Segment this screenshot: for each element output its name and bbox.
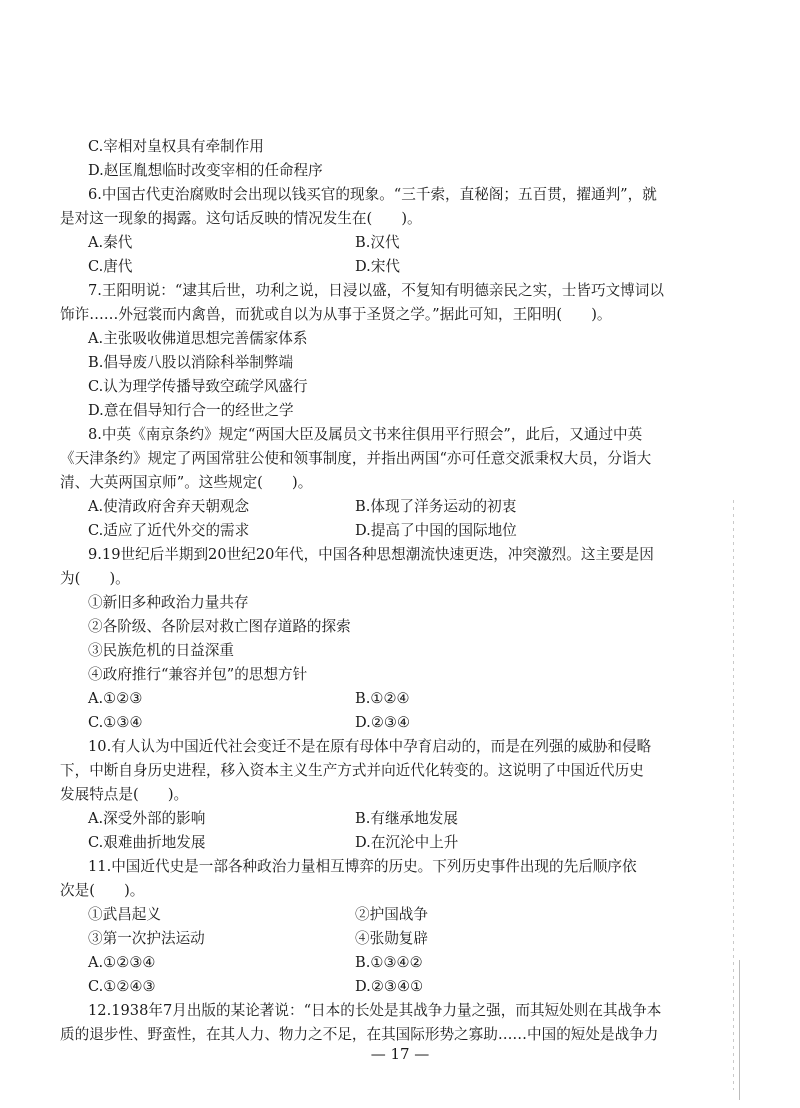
q9-option-b: B.①②④ xyxy=(355,690,410,707)
q11-statement-3: ③第一次护法运动 xyxy=(88,930,205,947)
q10-option-c: C.艰难曲折地发展 xyxy=(88,834,206,851)
q11-statement-4: ④张勋复辟 xyxy=(355,930,428,947)
q5-option-d: D.赵匡胤想临时改变宰相的任命程序 xyxy=(88,162,323,179)
q7-option-a: A.主张吸收佛道思想完善儒家体系 xyxy=(88,330,308,347)
q11-option-c: C.①②④③ xyxy=(88,978,156,995)
q6-option-c: C.唐代 xyxy=(88,258,133,275)
q12-stem-line2: 质的退步性、野蛮性，在其人力、物力之不足，在其国际形势之寡助……中国的短处是战争力 xyxy=(60,1026,659,1043)
q7-option-b: B.倡导废八股以消除科举制弊端 xyxy=(88,354,294,371)
q10-option-d: D.在沉沦中上升 xyxy=(355,834,459,851)
q8-option-c: C.适应了近代外交的需求 xyxy=(88,522,250,539)
q9-stem-line2: 为( )。 xyxy=(60,570,130,587)
q8-option-d: D.提高了中国的国际地位 xyxy=(355,522,517,539)
q5-option-c: C.宰相对皇权具有牵制作用 xyxy=(88,138,264,155)
page-number: — 17 — xyxy=(370,1045,430,1063)
q9-statement-2: ②各阶级、各阶层对救亡图存道路的探索 xyxy=(88,618,351,635)
q11-stem-line2: 次是( )。 xyxy=(60,882,145,899)
scan-edge-line xyxy=(733,500,734,1090)
q11-statement-1: ①武昌起义 xyxy=(88,906,161,923)
q8-stem-line3: 清、大英两国京师”。这些规定( )。 xyxy=(60,474,313,491)
q8-stem-line2: 《天津条约》规定了两国常驻公使和领事制度，并指出两国“亦可任意交派秉权大员，分诣大 xyxy=(60,450,652,467)
q11-statement-2: ②护国战争 xyxy=(355,906,428,923)
q6-option-a: A.秦代 xyxy=(88,234,133,251)
q11-option-a: A.①②③④ xyxy=(88,954,156,971)
q7-option-d: D.意在倡导知行合一的经世之学 xyxy=(88,402,294,419)
q7-stem-line2: 饰诈……外冠裳而内禽兽，而犹或自以为从事于圣贤之学。”据此可知，王阳明( )。 xyxy=(60,306,612,323)
q9-statement-3: ③民族危机的日益深重 xyxy=(88,642,234,659)
q8-option-a: A.使清政府舍弃天朝观念 xyxy=(88,498,250,515)
q9-statement-4: ④政府推行“兼容并包”的思想方针 xyxy=(88,666,308,683)
q10-stem-line1: 10.有人认为中国近代社会变迁不是在原有母体中孕育启动的，而是在列强的威胁和侵略 xyxy=(88,738,652,755)
q7-option-c: C.认为理学传播导致空疏学风盛行 xyxy=(88,378,308,395)
q6-option-d: D.宋代 xyxy=(355,258,401,275)
scan-edge-line-lower xyxy=(739,960,740,1100)
q10-option-b: B.有继承地发展 xyxy=(355,810,458,827)
q6-stem-line2: 是对这一现象的揭露。这句话反映的情况发生在( )。 xyxy=(60,210,422,227)
q9-statement-1: ①新旧多种政治力量共存 xyxy=(88,594,249,611)
q9-option-a: A.①②③ xyxy=(88,690,143,707)
q9-option-c: C.①③④ xyxy=(88,714,143,731)
q10-option-a: A.深受外部的影响 xyxy=(88,810,206,827)
q10-stem-line2: 下，中断自身历史进程，移入资本主义生产方式并向近代化转变的。这说明了中国近代历史 xyxy=(60,762,644,779)
q11-option-d: D.②③④① xyxy=(355,978,424,995)
q9-option-d: D.②③④ xyxy=(355,714,411,731)
q12-stem-line1: 12.1938年7月出版的某论著说：“日本的长处是其战争力量之强，而其短处则在其战争本 xyxy=(88,1002,662,1019)
q8-option-b: B.体现了洋务运动的初衷 xyxy=(355,498,517,515)
q9-stem-line1: 9.19世纪后半期到20世纪20年代，中国各种思想潮流快速更迭，冲突激烈。这主要是因 xyxy=(88,546,654,563)
q11-stem-line1: 11.中国近代史是一部各种政治力量相互博弈的历史。下列历史事件出现的先后顺序依 xyxy=(88,858,637,875)
q11-option-b: B.①③④② xyxy=(355,954,423,971)
q10-stem-line3: 发展特点是( )。 xyxy=(60,786,189,803)
q8-stem-line1: 8.中英《南京条约》规定“两国大臣及属员文书来往俱用平行照会”，此后，又通过中英 xyxy=(88,426,643,443)
q6-option-b: B.汉代 xyxy=(355,234,400,251)
q7-stem-line1: 7.王阳明说：“逮其后世，功利之说，日浸以盛，不复知有明德亲民之实，士皆巧文博词以 xyxy=(88,282,664,299)
q6-stem-line1: 6.中国古代吏治腐败时会出现以钱买官的现象。“三千索，直秘阁；五百贯，擢通判”，就 xyxy=(88,186,657,203)
